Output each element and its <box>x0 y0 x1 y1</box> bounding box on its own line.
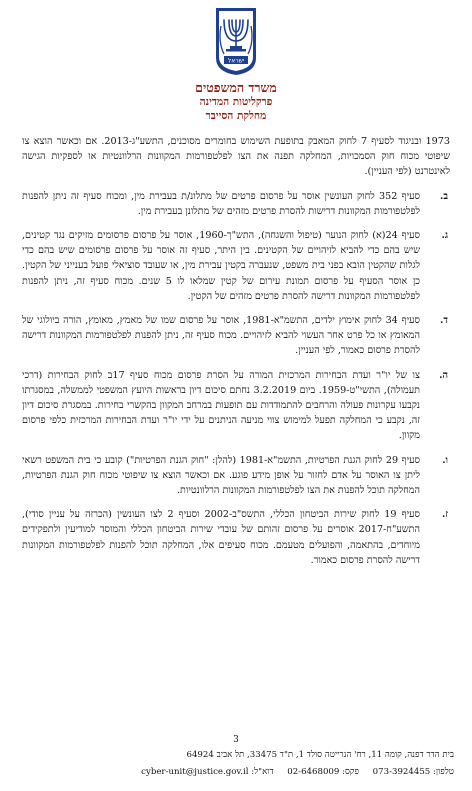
paragraph-text: סעיף 29 לחוק הגנת הפרטיות, התשמ"א-1981 (להלן: "חוק הגנת הפרטיות") קובע כי בית המשפט רשאי ליתן צו האוסר על אדם לחזור על אופן מידע פוגע. אם וכאשר הוצא צו שיפוטי מכוח חוק הגנת הפרטיות, המחלקה תוכל להפנות את הצו לפלטפורמות המקוונות הרלוונטיות. <box>22 454 420 497</box>
paragraph-text: סעיף 24(א) לחוק הנוער (טיפול והשגחה), התש"ך-1960, אוסר על פרסום פרסומים מזיקים נגד קטינים, שיש בהם כדי להביא לזיהויים של הקטינים. בין היתר, סעיף זה אוסר על פרסום פרסומים שיש בהם כדי לגלות שהקטין הובא בפני בית משפט, שנעברה בקטין עבירת מין, או שעובד סוציאלי פועל בענייני של הקטין. כן אוסר הסעיף על פרסום תמונת עירום של קטין שמלאו לו 5 שנים. מכוח סעיף זה, ניתן להפנות לפלטפורמות המקוונות דרישה להסרת פרטים מזהים של הקטין. <box>22 230 420 302</box>
fax-number: 02-6468009 <box>287 767 340 777</box>
office-name: משרד המשפטים <box>195 80 277 95</box>
paragraph-g <box>22 228 450 304</box>
paragraph-h <box>22 368 450 444</box>
paragraph-d <box>22 313 450 359</box>
footer-address: בית הדר דפנה, קומה 11, רח' הנרייטה סולד 1, ת"ד 33475, תל אביב 64924 <box>186 750 454 760</box>
email-label: דוא"ל: <box>251 767 274 777</box>
document-body <box>22 134 450 577</box>
paragraph-intro <box>22 134 450 180</box>
paragraph-marker: ו. <box>442 454 448 466</box>
phone-number: 073-3924455 <box>372 767 431 777</box>
paragraph-marker: ד. <box>440 315 448 327</box>
paragraph-marker: ז. <box>441 509 448 521</box>
fax-label: פקס: <box>342 767 359 777</box>
paragraph-text: 1973 ובניגוד לסעיף 7 לחוק המאבק בתופעת השימוש בחומרים מסוכנים, התשע"ג-2013. אם וכאשר הוצא צו שיפוטי מכוח חוק הסמכויות, המחלקה תפנה את הצו לפלטפורמות המקוונות הרלוונטיות או לספקיות הגישה לאינטרנט (לפי העניין). <box>22 136 450 178</box>
department-name: מחלקת הסייבר <box>205 110 267 122</box>
footer-contact <box>20 766 454 777</box>
paragraph-marker: ב. <box>440 190 448 202</box>
paragraph-text: צו של יו"ר ועדת הבחירות המרכזית המורה על הסרת פרסום מכוח סעיף 17ב לחוק הבחירות (דרכי תעמולה), התשי"ט-1959. ביום 3.2.2019 נחתם סיכום דיון בראשות היועץ המשפטי לממשלה, במסגרתו נקבעו עקרונות פעולה והרחבים להתמודדות עם תופעות במרחב המקוון בהקשרי בחירות. במסגרת סיכום דיון זה, נקבע כי המחלקה תפעל למימוש צווי מניעה הניתנים על ידי יו"ר ועדת הבחירות המרכזית כלפי פרסום מקוון. <box>22 369 421 442</box>
paragraph-text: סעיף 352 לחוק העונשין אוסר על פרסום פרטים של מתלונ/ת בעבירת מין, ומכוח סעיף זה ניתן להפנות לפלטפורמות המקוונות דרישות להסרת פרטים מזהים של מתלונן בעבירת מין. <box>22 190 420 217</box>
paragraph-v <box>22 453 450 499</box>
phone-label: טלפון: <box>433 767 454 777</box>
emblem-text: ישראל <box>227 57 245 65</box>
paragraph-b <box>22 189 450 219</box>
paragraph-text: סעיף 19 לחוק שירות הביטחון הכללי, התשס"ב-2002 וסעיף 2 לצו העונשין (הכרזה על עניין סודי), התשע"ח-2017 אוסרים על פרסום זהותם של עובדי שירות הביטחון הכללי והמוסד למודיעין ולתפקידים מיוחדים, בהתאמה, והפועלים מטעמם. מכוח סעיפים אלו, המחלקה תוכל להפנות לפלטפורמות המקוונות דרישה להסרת פרסום כאמור. <box>22 509 420 566</box>
paragraph-z <box>22 507 450 568</box>
page-number: 3 <box>233 735 239 745</box>
paragraph-marker: ה. <box>439 369 448 381</box>
paragraph-text: סעיף 34 לחוק אימוץ ילדים, התשמ"א-1981, אוסר על פרסום שמו של מאמץ, מאומץ, הורה ביולוגי של המאומץ או כל פרט אחר העשוי להביא לזיהויים. מכוח סעיף זה, ניתן להפנות לפלטפורמות המקוונות דרישה להסרת פרסום כאמור, לפי העניין. <box>22 315 420 357</box>
state-emblem-icon <box>212 6 260 76</box>
email-link[interactable]: cyber-unit@justice.gov.il <box>141 767 249 777</box>
office-subtitle: פרקליטות המדינה <box>199 96 273 108</box>
paragraph-marker: ג. <box>441 230 448 242</box>
